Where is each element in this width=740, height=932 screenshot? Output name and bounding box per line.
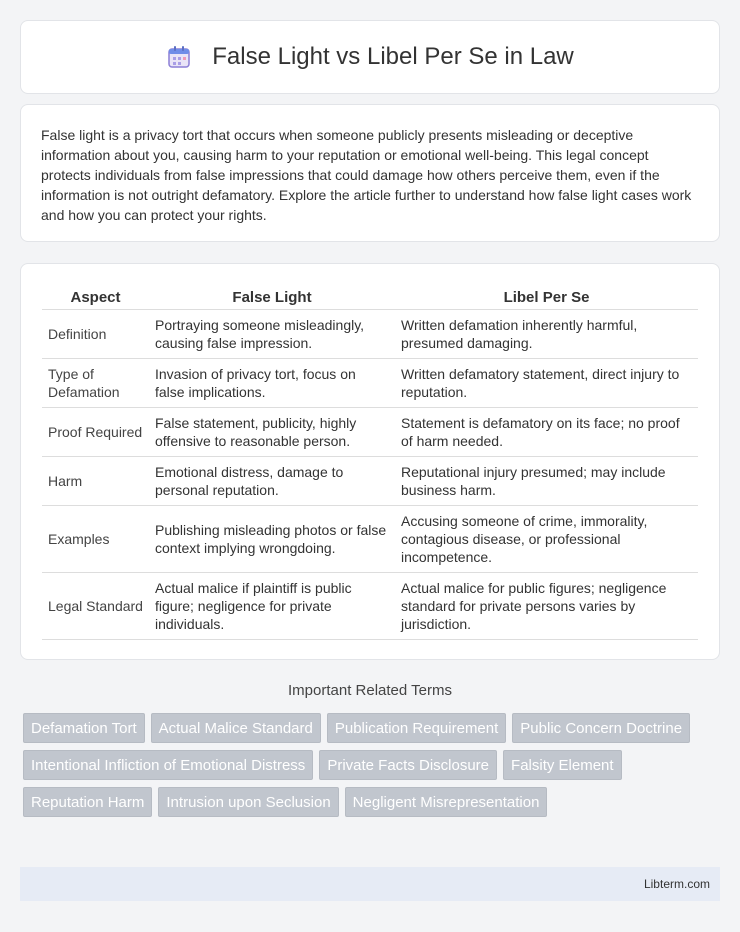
page-title: False Light vs Libel Per Se in Law xyxy=(212,43,574,70)
header xyxy=(166,43,574,71)
row-false-light: Actual malice if plaintiff is public figure; negligence for private individuals. xyxy=(149,573,395,640)
related-terms-title: Important Related Terms xyxy=(288,682,452,699)
related-term-tag[interactable]: Private Facts Disclosure xyxy=(319,750,497,780)
table-row xyxy=(42,573,698,640)
comparison-table-card xyxy=(20,263,720,660)
row-libel-per-se: Written defamatory statement, direct injury to reputation. xyxy=(395,359,698,408)
row-false-light: Emotional distress, damage to personal reputation. xyxy=(149,457,395,506)
footer xyxy=(20,867,720,901)
table-row xyxy=(42,506,698,573)
row-false-light: False statement, publicity, highly offensive to reasonable person. xyxy=(149,408,395,457)
header-false-light: False Light xyxy=(149,284,395,310)
row-false-light: Portraying someone misleadingly, causing false impression. xyxy=(149,310,395,359)
table-header-row xyxy=(42,284,698,310)
related-term-tag[interactable]: Actual Malice Standard xyxy=(151,713,321,743)
related-term-tag[interactable]: Falsity Element xyxy=(503,750,622,780)
row-libel-per-se: Accusing someone of crime, immorality, contagious disease, or professional incompetence. xyxy=(395,506,698,573)
row-aspect: Definition xyxy=(42,310,149,359)
comparison-table xyxy=(42,284,698,640)
row-false-light: Invasion of privacy tort, focus on false implications. xyxy=(149,359,395,408)
row-false-light: Publishing misleading photos or false context implying wrongdoing. xyxy=(149,506,395,573)
row-aspect: Proof Required xyxy=(42,408,149,457)
row-libel-per-se: Statement is defamatory on its face; no proof of harm needed. xyxy=(395,408,698,457)
row-aspect: Harm xyxy=(42,457,149,506)
row-aspect: Examples xyxy=(42,506,149,573)
row-libel-per-se: Actual malice for public figures; negligence standard for private persons varies by jurisdiction. xyxy=(395,573,698,640)
header-card xyxy=(20,20,720,94)
related-term-tag[interactable]: Negligent Misrepresentation xyxy=(345,787,548,817)
header-aspect: Aspect xyxy=(42,284,149,310)
table-row xyxy=(42,457,698,506)
row-libel-per-se: Written defamation inherently harmful, presumed damaging. xyxy=(395,310,698,359)
related-term-tag[interactable]: Publication Requirement xyxy=(327,713,506,743)
row-aspect: Type of Defamation xyxy=(42,359,149,408)
header-libel-per-se: Libel Per Se xyxy=(395,284,698,310)
intro-paragraph: False light is a privacy tort that occurs when someone publicly presents misleading or deceptive information about you, causing harm to your reputation or emotional well-being. This legal concept protects individuals from false impressions that could damage how others perceive them, even if the information is not outright defamatory. Explore the article further to understand how false light cases work and how you can protect your rights. xyxy=(41,127,692,223)
related-term-tag[interactable]: Intentional Infliction of Emotional Distress xyxy=(23,750,313,780)
row-libel-per-se: Reputational injury presumed; may include business harm. xyxy=(395,457,698,506)
related-term-tag[interactable]: Defamation Tort xyxy=(23,713,145,743)
table-row xyxy=(42,310,698,359)
related-terms-list xyxy=(23,713,723,817)
table-row xyxy=(42,408,698,457)
footer-brand[interactable]: Libterm.com xyxy=(643,877,710,891)
row-aspect: Legal Standard xyxy=(42,573,149,640)
calendar-icon xyxy=(166,44,192,70)
related-term-tag[interactable]: Intrusion upon Seclusion xyxy=(158,787,338,817)
related-term-tag[interactable]: Reputation Harm xyxy=(23,787,152,817)
table-row xyxy=(42,359,698,408)
related-term-tag[interactable]: Public Concern Doctrine xyxy=(512,713,690,743)
intro-card xyxy=(20,104,720,242)
